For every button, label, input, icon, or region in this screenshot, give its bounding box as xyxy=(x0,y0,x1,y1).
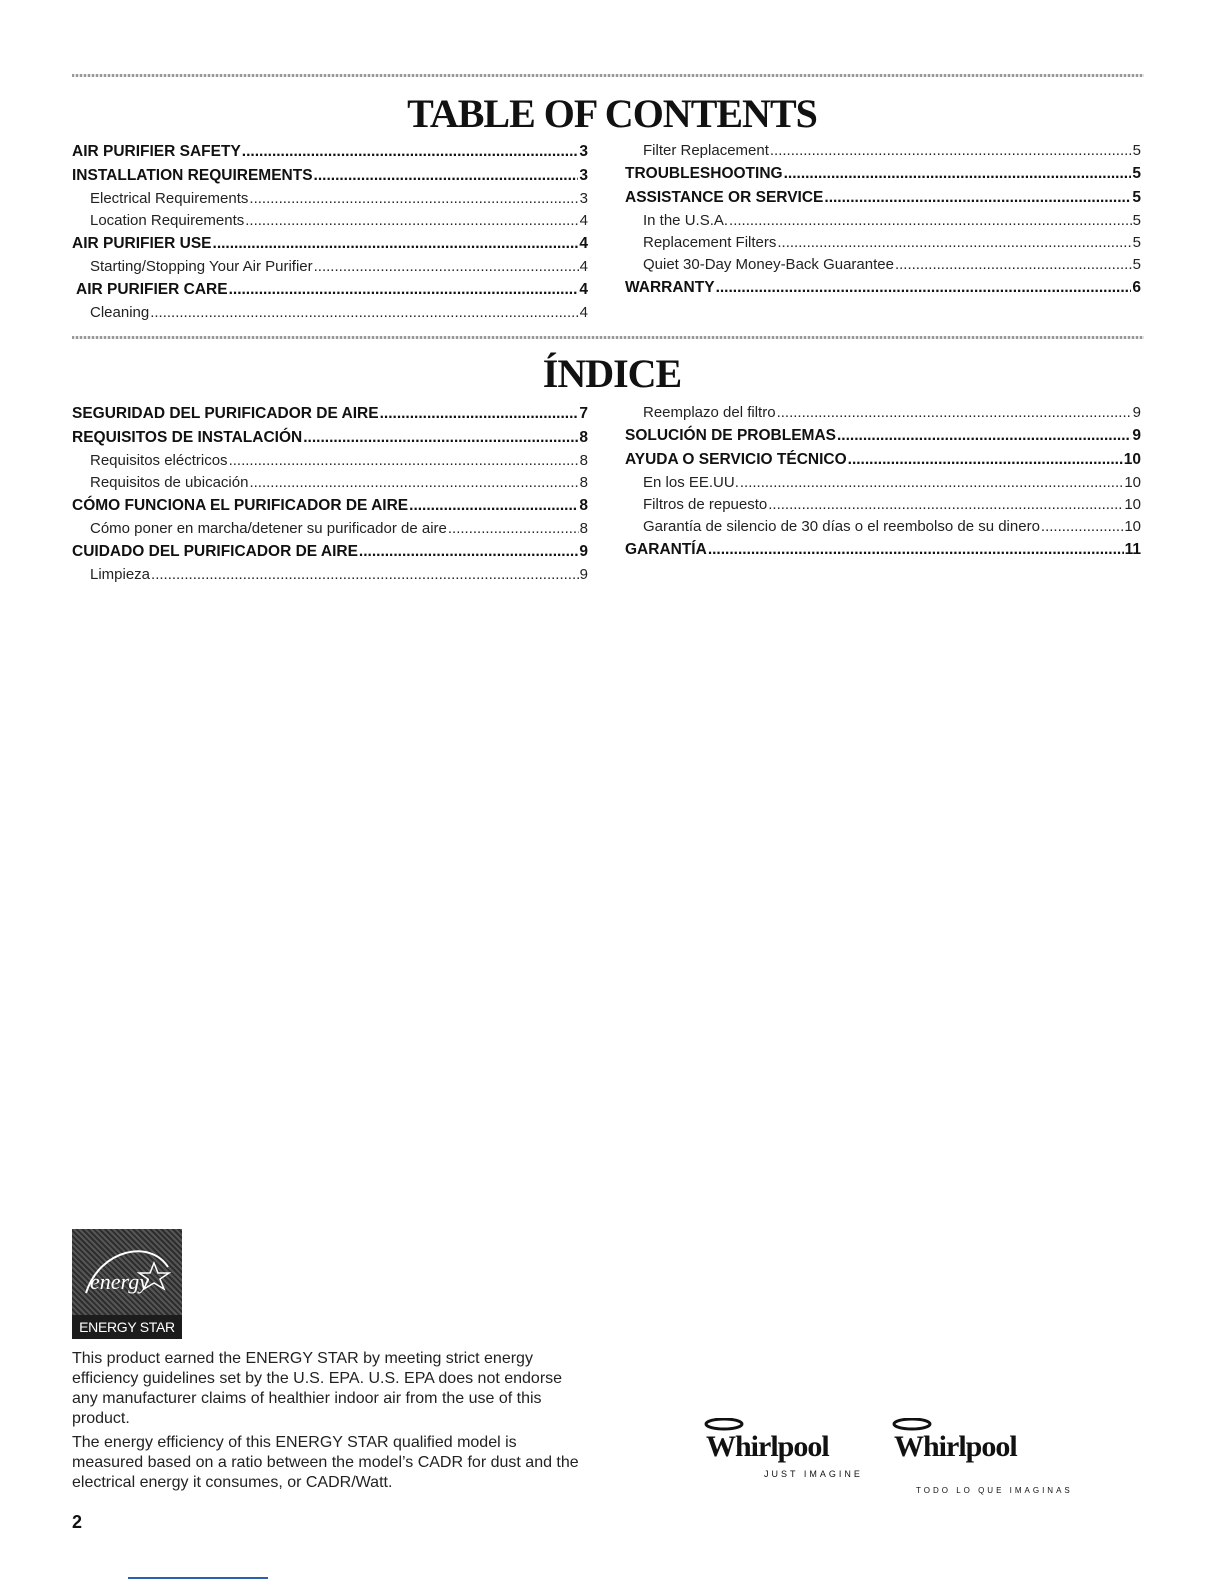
toc-entry[interactable] xyxy=(625,140,1141,162)
energy-star-icon xyxy=(80,1239,174,1309)
toc-entry-label: GARANTÍA xyxy=(625,541,707,558)
toc-leader-dots xyxy=(409,494,578,518)
toc-entry[interactable] xyxy=(72,256,588,278)
top-divider xyxy=(72,74,1144,77)
toc-entry-page: 8 xyxy=(579,474,588,491)
toc-leader-dots xyxy=(768,494,1123,516)
toc-leader-dots xyxy=(784,162,1132,186)
toc-leader-dots xyxy=(777,402,1132,424)
whirlpool-logo-spanish xyxy=(894,1422,1073,1495)
toc-entry-label: SEGURIDAD DEL PURIFICADOR DE AIRE xyxy=(72,405,379,422)
toc-entry[interactable] xyxy=(625,472,1141,494)
toc-entry[interactable] xyxy=(72,164,588,188)
toc-entry-label: SOLUCIÓN DE PROBLEMAS xyxy=(625,427,836,444)
toc-entry-label: ASSISTANCE OR SERVICE xyxy=(625,189,824,206)
toc-entry[interactable] xyxy=(625,516,1141,538)
whirlpool-swirl-icon xyxy=(704,1418,764,1432)
toc-leader-dots xyxy=(249,472,578,494)
toc-leader-dots xyxy=(708,538,1124,562)
toc-entry-label: AYUDA O SERVICIO TÉCNICO xyxy=(625,451,847,468)
toc-entry-page: 8 xyxy=(579,452,588,469)
toc-entry-page: 5 xyxy=(1132,142,1141,159)
whirlpool-brand-text: Whirlpool xyxy=(894,1430,1017,1463)
toc-entry-label: Requisitos de ubicación xyxy=(90,474,249,491)
svg-text:energy: energy xyxy=(90,1269,150,1294)
energy-star-paragraph-2: The energy efficiency of this ENERGY STAR qualified model is measured based on a ratio between the model’s CADR for dust and the electrical energy it consumes, or CADR/Watt. xyxy=(72,1434,579,1491)
toc-entry[interactable] xyxy=(625,254,1141,276)
toc-entry-label: Cleaning xyxy=(90,304,150,321)
toc-entry[interactable] xyxy=(625,402,1141,424)
toc-entry-page: 8 xyxy=(579,520,588,537)
toc-leader-dots xyxy=(740,472,1123,494)
toc-entry[interactable] xyxy=(72,518,588,540)
toc-entry-label: Quiet 30-Day Money-Back Guarantee xyxy=(643,256,894,273)
toc-entry-page: 7 xyxy=(579,405,588,422)
toc-entry-label: Filtros de repuesto xyxy=(643,496,768,513)
middle-divider xyxy=(72,336,1144,339)
toc-entry-page: 9 xyxy=(1132,427,1141,444)
toc-entry[interactable] xyxy=(625,210,1141,232)
toc-entry-label: Filter Replacement xyxy=(643,142,769,159)
toc-leader-dots xyxy=(213,232,579,256)
toc-entry[interactable] xyxy=(72,188,588,210)
toc-entry-label: En los EE.UU. xyxy=(643,474,739,491)
toc-entry-page: 9 xyxy=(1132,404,1141,421)
toc-leader-dots xyxy=(245,210,578,232)
energy-star-logo xyxy=(72,1229,182,1339)
toc-entry[interactable] xyxy=(72,140,588,164)
toc-leader-dots xyxy=(314,256,579,278)
toc-entry-label: Limpieza xyxy=(90,566,151,583)
toc-title: TABLE OF CONTENTS xyxy=(407,91,817,136)
toc-entry-label: CÓMO FUNCIONA EL PURIFICADOR DE AIRE xyxy=(72,497,409,514)
toc-entry[interactable] xyxy=(625,494,1141,516)
toc-leader-dots xyxy=(848,448,1123,472)
toc-leader-dots xyxy=(824,186,1131,210)
toc-entry[interactable] xyxy=(625,276,1141,300)
whirlpool-logo-english xyxy=(706,1422,863,1482)
toc-leader-dots xyxy=(380,402,579,426)
toc-entry[interactable] xyxy=(625,424,1141,448)
toc-leader-dots xyxy=(716,276,1132,300)
toc-entry-label: Garantía de silencio de 30 días o el reembolso de su dinero xyxy=(643,518,1040,535)
toc-entry-page: 11 xyxy=(1124,541,1141,558)
toc-entry-page: 4 xyxy=(579,258,588,275)
toc-entry[interactable] xyxy=(72,402,588,426)
toc-entry-page: 4 xyxy=(579,281,588,298)
toc-entry[interactable] xyxy=(72,210,588,232)
toc-entry-page: 9 xyxy=(579,543,588,560)
indice-left-column xyxy=(72,402,588,586)
toc-entry[interactable] xyxy=(72,450,588,472)
toc-entry-page: 8 xyxy=(579,497,588,514)
toc-entry-page: 5 xyxy=(1132,189,1141,206)
toc-entry-page: 4 xyxy=(579,304,588,321)
toc-leader-dots xyxy=(777,232,1131,254)
toc-leader-dots xyxy=(895,254,1132,276)
page-number: 2 xyxy=(72,1512,83,1532)
toc-entry[interactable] xyxy=(72,540,588,564)
toc-right-column xyxy=(625,140,1141,300)
toc-entry-page: 6 xyxy=(1132,279,1141,296)
toc-entry-label: Cómo poner en marcha/detener su purificador de aire xyxy=(90,520,447,537)
toc-entry[interactable] xyxy=(72,426,588,450)
toc-entry-page: 8 xyxy=(579,429,588,446)
toc-entry-label: REQUISITOS DE INSTALACIÓN xyxy=(72,429,303,446)
energy-star-paragraph-1: This product earned the ENERGY STAR by meeting strict energy efficiency guidelines set by the U.S. EPA. U.S. EPA does not endorse any manufacturer claims of healthier indoor air from the use of this product. xyxy=(72,1350,563,1427)
toc-entry[interactable] xyxy=(625,162,1141,186)
whirlpool-tagline: JUST IMAGINE xyxy=(764,1469,863,1479)
toc-entry-page: 10 xyxy=(1123,451,1141,468)
toc-entry-page: 5 xyxy=(1132,212,1141,229)
toc-entry-label: INSTALLATION REQUIREMENTS xyxy=(72,167,313,184)
toc-entry-page: 10 xyxy=(1124,474,1141,491)
whirlpool-brand-text: Whirlpool xyxy=(706,1430,829,1463)
toc-entry-label: Requisitos eléctricos xyxy=(90,452,228,469)
energy-star-label: ENERGY STAR xyxy=(72,1315,182,1339)
toc-entry-page: 5 xyxy=(1132,165,1141,182)
toc-entry[interactable] xyxy=(625,186,1141,210)
toc-entry-label: TROUBLESHOOTING xyxy=(625,165,783,182)
toc-entry-label: CUIDADO DEL PURIFICADOR DE AIRE xyxy=(72,543,358,560)
toc-entry-label: AIR PURIFIER SAFETY xyxy=(72,143,241,160)
toc-leader-dots xyxy=(837,424,1131,448)
toc-entry[interactable] xyxy=(625,538,1141,562)
toc-leader-dots xyxy=(303,426,578,450)
toc-leader-dots xyxy=(1041,516,1123,538)
toc-leader-dots xyxy=(151,564,579,586)
toc-entry-label: Reemplazo del filtro xyxy=(643,404,776,421)
toc-entry-page: 3 xyxy=(579,143,588,160)
toc-entry-page: 5 xyxy=(1132,256,1141,273)
toc-entry[interactable] xyxy=(72,232,588,256)
toc-entry-page: 10 xyxy=(1124,518,1141,535)
toc-leader-dots xyxy=(229,450,579,472)
toc-entry[interactable] xyxy=(72,564,588,586)
toc-entry-page: 4 xyxy=(579,212,588,229)
toc-entry-label: In the U.S.A. xyxy=(643,212,729,229)
toc-leader-dots xyxy=(729,210,1132,232)
toc-leader-dots xyxy=(770,140,1132,162)
toc-entry-label: WARRANTY xyxy=(625,279,715,296)
toc-entry-label: Replacement Filters xyxy=(643,234,777,251)
toc-leader-dots xyxy=(242,140,579,164)
toc-entry-page: 3 xyxy=(579,167,588,184)
toc-entry-label: Location Requirements xyxy=(90,212,245,229)
toc-entry-page: 9 xyxy=(579,566,588,583)
toc-entry[interactable] xyxy=(72,472,588,494)
toc-left-column xyxy=(72,140,588,324)
toc-entry-label: AIR PURIFIER CARE xyxy=(76,281,228,298)
indice-title: ÍNDICE xyxy=(542,351,682,396)
toc-leader-dots xyxy=(448,518,579,540)
toc-entry[interactable] xyxy=(72,278,588,302)
indice-right-column xyxy=(625,402,1141,562)
toc-entry[interactable] xyxy=(72,302,588,324)
whirlpool-swirl-icon xyxy=(892,1418,952,1432)
toc-entry[interactable] xyxy=(72,494,588,518)
toc-leader-dots xyxy=(359,540,578,564)
toc-leader-dots xyxy=(229,278,579,302)
toc-entry-page: 5 xyxy=(1132,234,1141,251)
toc-leader-dots xyxy=(150,302,578,324)
toc-entry-page: 3 xyxy=(579,190,588,207)
toc-entry[interactable] xyxy=(625,232,1141,254)
toc-leader-dots xyxy=(314,164,579,188)
toc-entry-page: 10 xyxy=(1124,496,1141,513)
toc-entry-page: 4 xyxy=(579,235,588,252)
toc-entry-label: AIR PURIFIER USE xyxy=(72,235,212,252)
toc-leader-dots xyxy=(249,188,578,210)
toc-entry[interactable] xyxy=(625,448,1141,472)
whirlpool-tagline: TODO LO QUE IMAGINAS xyxy=(916,1486,1073,1495)
toc-entry-label: Electrical Requirements xyxy=(90,190,249,207)
bottom-link-line xyxy=(128,1577,268,1579)
toc-entry-label: Starting/Stopping Your Air Purifier xyxy=(90,258,313,275)
